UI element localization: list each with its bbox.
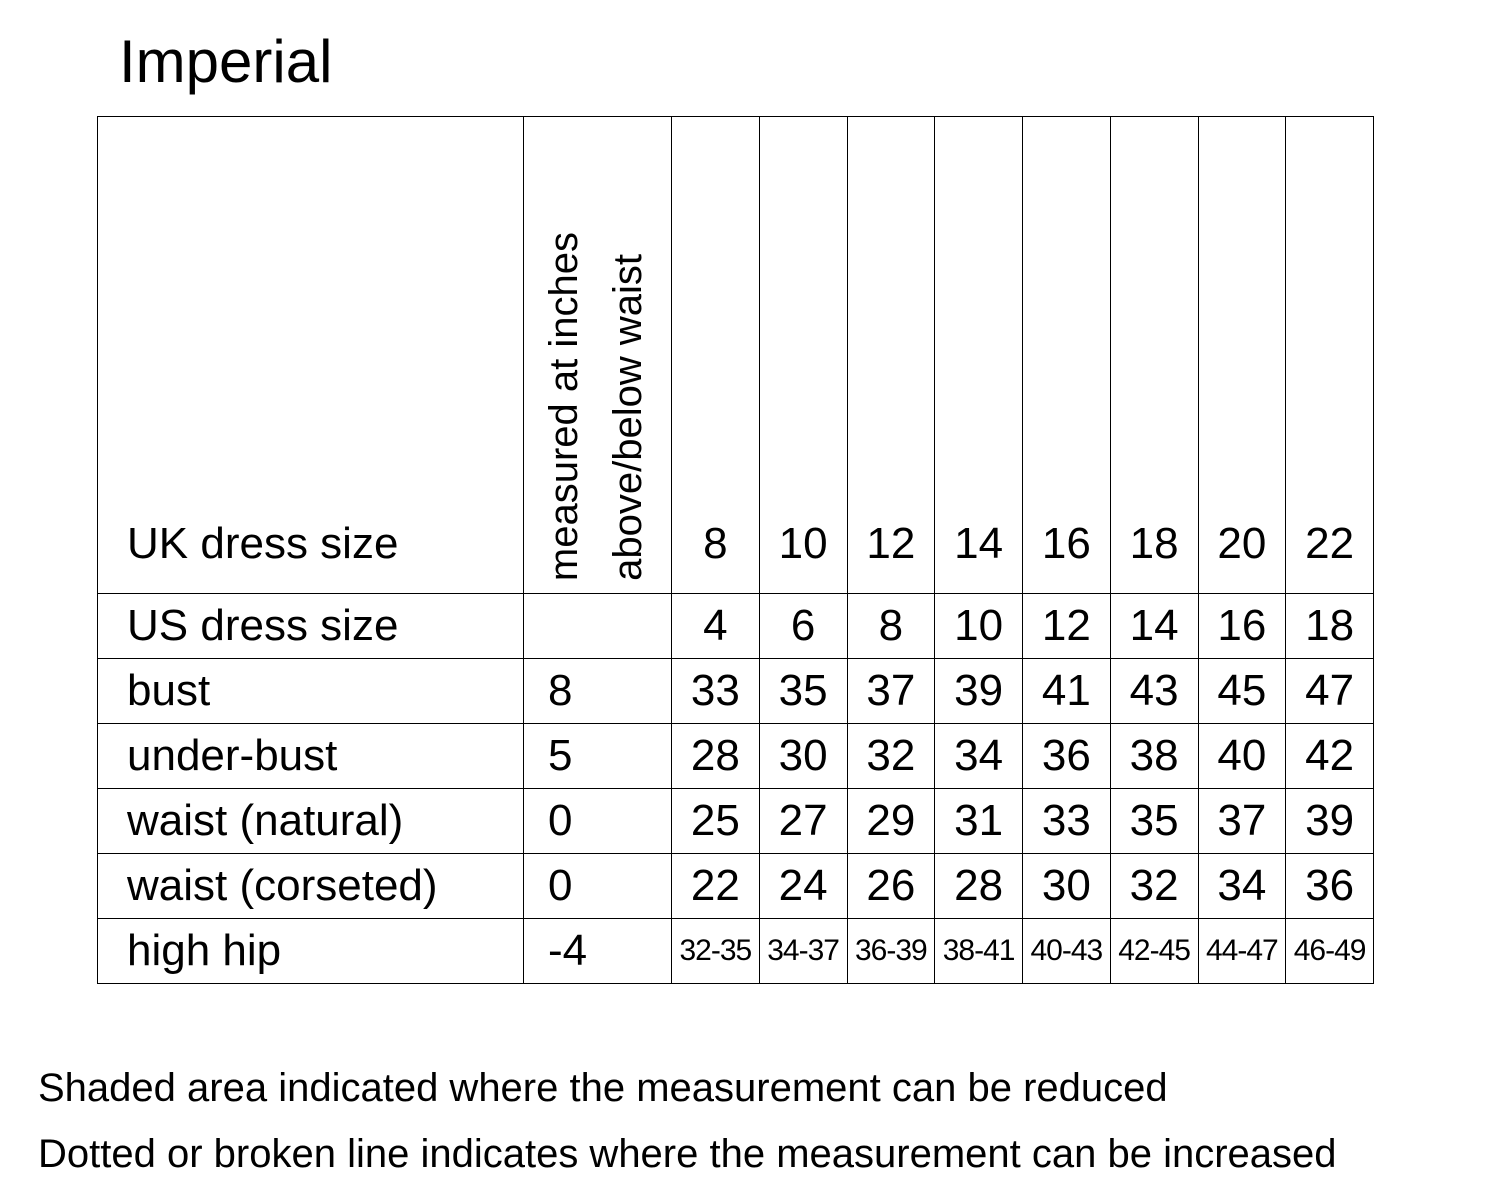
notes [38,1068,1337,1200]
measurement-cell: 33 [1023,789,1111,854]
us-size-cell: 14 [1110,594,1198,659]
measurement-cell: 43 [1110,659,1198,724]
row-label: under-bust [98,724,524,789]
measurement-cell: 40 [1198,724,1286,789]
size-chart-table [97,116,1374,984]
waist-natural-row [98,789,1374,854]
measurement-cell: 36-39 [847,919,935,984]
measurement-cell: 34 [1198,854,1286,919]
bust-row [98,659,1374,724]
measurement-cell: 32 [1110,854,1198,919]
us-size-cell: 10 [935,594,1023,659]
row-label: waist (natural) [98,789,524,854]
uk-dress-size-label: UK dress size [98,117,524,594]
us-size-cell: 4 [672,594,760,659]
measured-value: 8 [524,659,672,724]
measured-at-header [524,117,672,594]
measurement-cell: 24 [759,854,847,919]
row-label: waist (corseted) [98,854,524,919]
measured-value: -4 [524,919,672,984]
us-size-cell: 12 [1023,594,1111,659]
measurement-cell: 39 [935,659,1023,724]
header-row [98,117,1374,594]
measurement-cell: 36 [1023,724,1111,789]
measurement-cell: 26 [847,854,935,919]
measurement-cell: 31 [935,789,1023,854]
high-hip-row [98,919,1374,984]
us-size-cell: 6 [759,594,847,659]
us-size-cell: 16 [1198,594,1286,659]
us-size-cell: 8 [847,594,935,659]
measurement-cell: 44-47 [1198,919,1286,984]
measurement-cell: 42 [1286,724,1374,789]
us-dress-size-label: US dress size [98,594,524,659]
measurement-cell: 33 [672,659,760,724]
uk-size-cell: 20 [1198,117,1286,594]
measurement-cell: 32 [847,724,935,789]
measurement-cell: 35 [759,659,847,724]
measurement-cell: 47 [1286,659,1374,724]
measurement-cell: 22 [672,854,760,919]
measurement-cell: 30 [759,724,847,789]
measurement-cell: 42-45 [1110,919,1198,984]
waist-corseted-row [98,854,1374,919]
uk-size-cell: 12 [847,117,935,594]
uk-size-cell: 16 [1023,117,1111,594]
measured-header-line2: above/below waist [606,254,650,581]
measured-value: 0 [524,789,672,854]
note-shaded-area: Shaded area indicated where the measurement can be reduced [38,1066,1168,1110]
row-label: high hip [98,919,524,984]
measured-value: 5 [524,724,672,789]
measured-cell-empty [524,594,672,659]
measured-value: 0 [524,854,672,919]
measurement-cell: 30 [1023,854,1111,919]
measurement-cell: 34-37 [759,919,847,984]
us-size-cell: 18 [1286,594,1374,659]
note-dotted-line: Dotted or broken line indicates where the measurement can be increased [38,1132,1337,1176]
measurement-cell: 28 [672,724,760,789]
measurement-cell: 41 [1023,659,1111,724]
measurement-cell: 38 [1110,724,1198,789]
measurement-cell: 40-43 [1023,919,1111,984]
page-title: Imperial [119,28,333,95]
under-bust-row [98,724,1374,789]
row-label: bust [98,659,524,724]
measurement-cell: 37 [1198,789,1286,854]
measurement-cell: 39 [1286,789,1374,854]
uk-size-cell: 22 [1286,117,1374,594]
uk-size-cell: 10 [759,117,847,594]
us-size-row [98,594,1374,659]
measurement-cell: 25 [672,789,760,854]
measurement-cell: 46-49 [1286,919,1374,984]
measurement-cell: 27 [759,789,847,854]
measurement-cell: 37 [847,659,935,724]
measurement-cell: 29 [847,789,935,854]
measurement-cell: 45 [1198,659,1286,724]
uk-size-cell: 8 [672,117,760,594]
measurement-cell: 36 [1286,854,1374,919]
measurement-cell: 28 [935,854,1023,919]
measurement-cell: 38-41 [935,919,1023,984]
measured-header-line1: measured at inches [542,231,586,581]
uk-size-cell: 18 [1110,117,1198,594]
measurement-cell: 34 [935,724,1023,789]
measurement-cell: 32-35 [672,919,760,984]
measurement-cell: 35 [1110,789,1198,854]
uk-size-cell: 14 [935,117,1023,594]
